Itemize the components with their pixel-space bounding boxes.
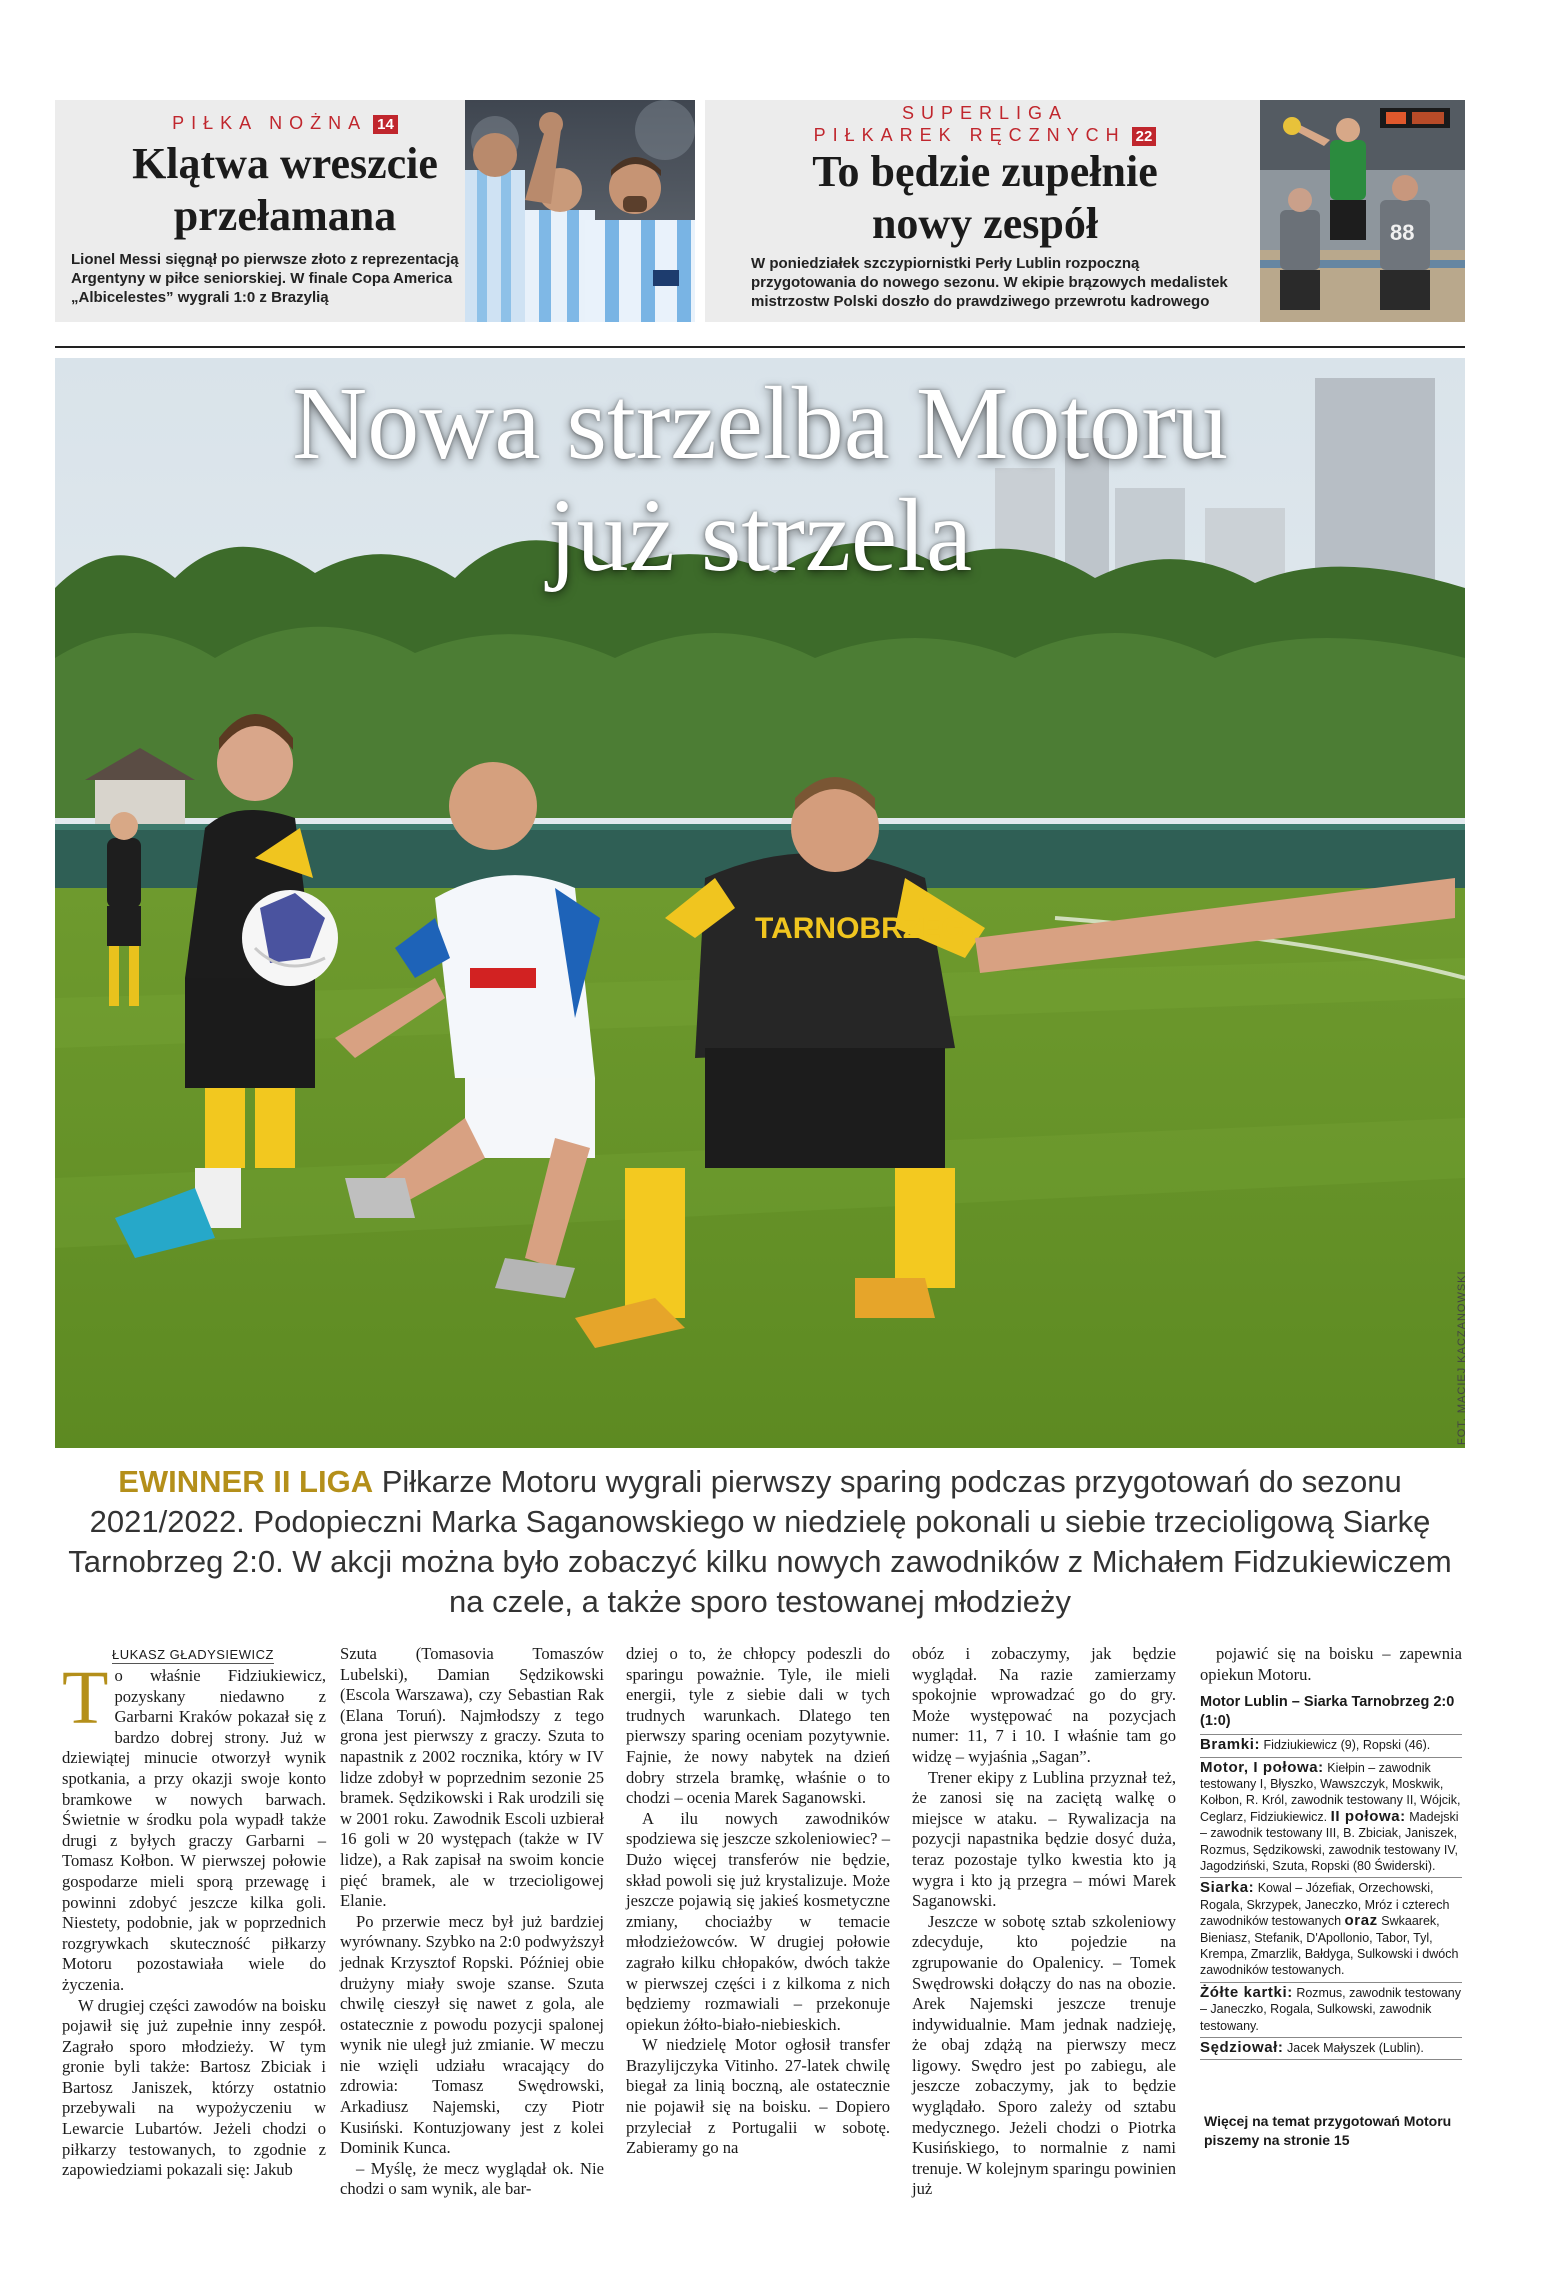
article-column-4 — [912, 1644, 1176, 2200]
handball-photo-illustration — [1260, 100, 1465, 322]
kicker-label: PIŁKA NOŻNA — [172, 113, 368, 133]
teaser-football-headline[interactable] — [63, 138, 507, 242]
match-stats-box — [1200, 1644, 1462, 2150]
stats-referee — [1200, 2037, 1462, 2059]
paragraph-text: o właśnie Fidziukiewicz, pozyskany niedawno z Garbarni Kraków pokazał się z bardzo dobrej strony. Już w dziewiątej minucie otworzył wynik spotkania, a przy okazji swoje konto bramkowe w nowych barwach. Świetnie w środku pola wypadł także drugi z byłych graczy Garbarni – Tomasz Kołbon. W pierwszej połowie gospodarze mieli sporą przewagę i powinni zdobyć jeszcze kilka goli. Niestety, podobnie, jak w poprzednich rozgrywkach skuteczność piłkarzy Motoru pozostawiała wiele do życzenia. — [62, 1666, 326, 1994]
article-paragraph: dziej o to, że chłopcy podeszli do sparingu poważnie. Tyle, ile mieli energii, tyle z siebie dali w tych trudnych warunkach. Dlatego ten pierwszy sparing oceniam pozytywnie. Fajnie, że nowy nabytek na dzień dobry strzela bramkę, właśnie o to chodzi – ocenia Marek Saganowski. — [626, 1644, 890, 1808]
page-number-badge: 14 — [373, 115, 398, 134]
column-5-text: pojawić się na boisku – zapewnia opiekun Motoru. — [1200, 1644, 1462, 1684]
stats-motor-lineup — [1200, 1757, 1462, 1875]
teaser-handball-kicker-2 — [715, 124, 1255, 146]
headline-line: przełamana — [173, 191, 397, 240]
lead-kicker: EWINNER II LIGA — [118, 1464, 374, 1499]
article-paragraph: W niedzielę Motor ogłosił transfer Brazylijczyka Vitinho. 27-latek chwilę biegał za linią boczną, ale ostatecznie nie pojawił się na boisku. – Dopiero przyleciał z Portugalii w sobotę. Zabieramy go na — [626, 2035, 890, 2158]
messi-photo-illustration — [465, 100, 695, 322]
oraz-label: oraz — [1344, 1912, 1378, 1930]
teaser-football-kicker — [63, 112, 507, 134]
svg-text:88: 88 — [1390, 220, 1415, 245]
more-info-link[interactable]: Więcej na temat przygotowań Motoru piszemy na stronie 15 — [1204, 2112, 1452, 2148]
article-column-2 — [340, 1644, 604, 2200]
motor-label: Motor, I połowa: — [1200, 1758, 1324, 1776]
stats-siarka-lineup — [1200, 1877, 1462, 1978]
article-column-3 — [626, 1644, 890, 2159]
stats-yellow-cards — [1200, 1982, 1462, 2034]
author-byline: ŁUKASZ GŁADYSIEWICZ — [112, 1647, 274, 1662]
goals-value: Fidziukiewicz (9), Ropski (46). — [1263, 1738, 1431, 1753]
siarka-label: Siarka: — [1200, 1879, 1255, 1897]
article-paragraph: A ilu nowych zawodników spodziewa się jeszcze szkoleniowiec? – Dużo więcej transferów nie będzie, skład powoli się już krystalizuje. Może jeszcze pojawią się jakieś kosmetyczne zmiany, chociażby w temacie młodzieżowców. W drugiej połowie zagrało kilku chłopaków, dwóch także w pierwszej części i z kilkoma z nich będziemy rozmawiali – przekonuje opiekun żółto-biało-niebieskich. — [626, 1808, 890, 2034]
referee-value: Jacek Małyszek (Lublin). — [1287, 2041, 1424, 2056]
teaser-handball-lead: W poniedziałek szczypiornistki Perły Lublin rozpoczną przygotowania do nowego sezonu. W ekipie brązowych medalistek mistrzostw Polski doszło do prawdziwego przewrotu kadrowego — [751, 255, 1228, 310]
page-number-badge: 22 — [1132, 127, 1157, 146]
article-paragraph: – Myślę, że mecz wyglądał ok. Nie chodzi o sam wynik, ale bar- — [340, 2158, 604, 2199]
referee-label: Sędziował: — [1200, 2039, 1284, 2057]
article-paragraph: W drugiej części zawodów na boisku pojawił się już zupełnie inny zespół. Zagrało sporo młodzieży. W tym gronie byli także: Bartosz Zbiciak i Bartosz Janiszek, którzy ostatnio przebywali na wypożyczeniu w Lewarcie Lubartów. Jeżeli chodzi o piłkarzy testowanych, to zgodnie z zapowiedziami pokazali się: Jakub — [62, 1995, 326, 2180]
stats-goals — [1200, 1734, 1462, 1753]
section-divider — [55, 346, 1465, 348]
main-headline-line-1: Nowa strzelba Motoru — [292, 366, 1228, 481]
article-column-1 — [62, 1644, 326, 2181]
main-headline-line-2: już strzela — [547, 478, 973, 593]
article-paragraph: obóz i zobaczymy, jak będzie wyglądał. Na razie zamierzamy spokojnie wprowadzać go do gry. Może występować na pozycjach numer: 11, 7 i 10. I właśnie tam go widzę – wyjaśnia „Sagan”. — [912, 1644, 1176, 1766]
motor-lineup-1: Kiełpin – zawodnik testowany I, Błyszko, Wawszczyk, Moskwik, Kołbon, R. Król, zawodnik testowany II, Wójcik, Ceglarz, Fidziukiewicz. — [1200, 1760, 1461, 1824]
lead-text: Piłkarze Motoru wygrali pierwszy sparing podczas przygotowań do sezonu 2021/2022. Podopieczni Marka Saganowskiego w niedzielę pokonali u siebie trzecioligową Siarkę Tarnobrzeg 2:0. W akcji można było zobaczyć kilku nowych zawodników z Michałem Fidzukiewiczem na czele, a także sporo testowanej młodzieży — [68, 1464, 1452, 1619]
siarka-lineup-1: Kowal – Józefiak, Orzechowski, Rogala, Skrzypek, Janeczko, Mróz i czterech zawodników testowanych — [1200, 1881, 1450, 1929]
article-paragraph — [62, 1656, 326, 1996]
motor-second-half-label: II połowa: — [1330, 1807, 1406, 1825]
goals-label: Bramki: — [1200, 1736, 1261, 1754]
headline-line: To będzie zupełnie — [812, 147, 1158, 196]
article-paragraph: Szuta (Tomasovia Tomaszów Lubelski), Damian Sędzikowski (Escola Warszawa), czy Sebastian Rak (Elana Toruń). Najmłodszy z tego grona jest pierwszy z graczy. Szuta to napastnik z 2002 rocznika, który w IV lidze zdobył w poprzednim sezonie 25 bramek. Sędzikowski i Rak urodzili się w 2001 roku. Zawodnik Escoli uzbierał 16 goli w 20 występach (także w IV lidze), a Rak zapisał na swoim koncie pięć bramek, ale w trzecioligowej Elanie. — [340, 1644, 604, 1911]
teaser-handball-text — [715, 100, 1255, 322]
yellow-cards-value: Rozmus, zawodnik testowany – Janeczko, Rogala, Sulkowski, zawodnik testowany. — [1200, 1985, 1461, 2033]
match-result: Motor Lublin – Siarka Tarnobrzeg 2:0 (1:0) — [1200, 1694, 1455, 1730]
article-lead — [60, 1462, 1460, 1622]
teaser-football-lead: Lionel Messi sięgnął po pierwsze złoto z reprezentacją Argentyny w piłce seniorskiej. W finale Copa America „Albicelestes” wygrali 1:0 z Brazylią — [71, 251, 459, 306]
messi-celebration-photo — [465, 100, 695, 322]
article-paragraph: Po przerwie mecz był już bardziej wyrównany. Szybko na 2:0 podwyższył jednak Krzysztof Ropski. Później obie drużyny miały swoje szanse. Szuta chwilę cieszył się nawet z gola, ale ostatecznie z powodu pozycji spalonej wynik nie uległ już zmianie. W meczu nie wzięli udziału wracający do zdrowia: Tomasz Swędrowski, Arkadiusz Najemski, czy Piotr Kusiński. Kontuzjowany jest z kolei Dominik Kunca. — [340, 1911, 604, 2158]
article-paragraph: Trener ekipy z Lublina przyznał też, że zanosi się na zaciętą walkę o miejsce w ataku. – Rywalizacja na pozycji napastnika będzie dosyć duża, teraz pozostaje tylko kwestia kto ją wygra i kto ją przegra – mówi Marek Saganowski. — [912, 1767, 1176, 1911]
teaser-football-text — [63, 100, 507, 322]
teaser-handball[interactable] — [705, 100, 1465, 322]
teaser-handball-kicker-1: SUPERLIGA — [901, 103, 1069, 123]
svg-text:TARNOBRZEG: TARNOBRZEG — [755, 912, 965, 945]
teaser-football[interactable] — [55, 100, 695, 322]
motor-lineup-2: Madejski – zawodnik testowany III, B. Zbiciak, Janiszek, Rozmus, Sędzikowski, zawodnik testowany IV, Jagodziński, Szuta, Ropski (80 Świderski). — [1200, 1809, 1459, 1874]
yellow-cards-label: Żółte kartki: — [1200, 1983, 1293, 2001]
article-paragraph: Jeszcze w sobotę sztab szkoleniowy zdecyduje, kto pojedzie na zgrupowanie do Opalenicy. – Tomek Swędrowski dołączy do nas na obozie. Arek Najemski jeszcze trenuje indywidualnie. Mam jednak nadzieję, że obaj zdążą na pierwszy mecz ligowy. Swędro jest po zabiegu, ale jeszcze zobaczymy, jak to będzie wyglądało. Sporo zależy od sztabu medycznego. Jeżeli chodzi o Piotrka Kusińskiego, to normalnie z nami trenuje. W kolejnym sparingu powinien już — [912, 1911, 1176, 2199]
headline-line: Klątwa wreszcie — [132, 139, 438, 188]
headline-line: nowy zespół — [871, 199, 1099, 248]
photo-credit: FOT. MACIEJ KACZANOWSKI — [1456, 1270, 1468, 1445]
handball-photo — [1260, 100, 1465, 322]
main-headline — [55, 368, 1465, 592]
siarka-lineup-2: Swkaarek, Bieniasz, Stefanik, D'Apollonio, Tabor, Tyl, Krempa, Zmarzlik, Bałdyga, Sulkowski i dwóch zawodników testowanych. — [1200, 1914, 1459, 1978]
teaser-handball-headline[interactable] — [715, 146, 1255, 250]
main-match-photo — [55, 358, 1465, 1448]
kicker-label: PIŁKAREK RĘCZNYCH — [813, 125, 1126, 145]
drop-cap: T — [62, 1656, 109, 1740]
